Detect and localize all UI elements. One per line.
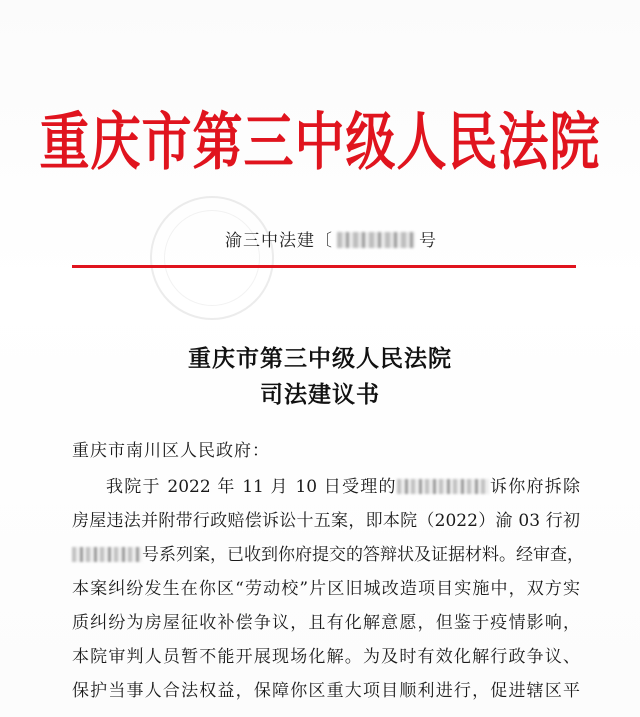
redacted-case-number <box>72 547 142 562</box>
addressee: 重庆市南川区人民政府： <box>72 441 270 461</box>
body-text <box>72 470 584 708</box>
body-line: 保护当事人合法权益，保障你区重大项目顺利进行，促进辖区平 <box>72 681 580 701</box>
faint-seal-stamp <box>150 196 274 320</box>
document-title-court: 重庆市第三中级人民法院 <box>188 345 452 372</box>
body-line-text: 我院于 2022 年 11 月 10 日受理的 <box>106 477 397 497</box>
body-line <box>72 470 580 504</box>
body-line: 质纠纷为房屋征收补偿争议，且有化解意愿，但鉴于疫情影响， <box>72 613 580 633</box>
body-line: 本案纠纷发生在你区“劳动校”片区旧城改造项目实施中，双方实 <box>72 579 580 599</box>
body-line-text: 号系列案，已收到你府提交的答辩状及证据材料。经审查， <box>142 545 584 565</box>
body-line <box>72 538 584 572</box>
document-title-type: 司法建议书 <box>260 381 380 408</box>
document-number <box>225 226 437 251</box>
body-line: 房屋违法并附带行政赔偿诉讼十五案，即本院（2022）渝 03 行初 <box>72 511 580 531</box>
court-header-title: 重庆市第三中级人民法院 <box>39 105 601 179</box>
doc-number-suffix: 号 <box>419 231 437 251</box>
redacted-name <box>397 479 489 494</box>
body-line: 本院审判人员暂不能开展现场化解。为及时有效化解行政争议、 <box>72 647 580 667</box>
doc-number-prefix: 渝三中法建〔 <box>225 231 333 251</box>
red-divider-line <box>72 265 576 268</box>
redacted-number <box>337 232 415 248</box>
body-line-text: 诉你府拆除 <box>488 477 581 497</box>
